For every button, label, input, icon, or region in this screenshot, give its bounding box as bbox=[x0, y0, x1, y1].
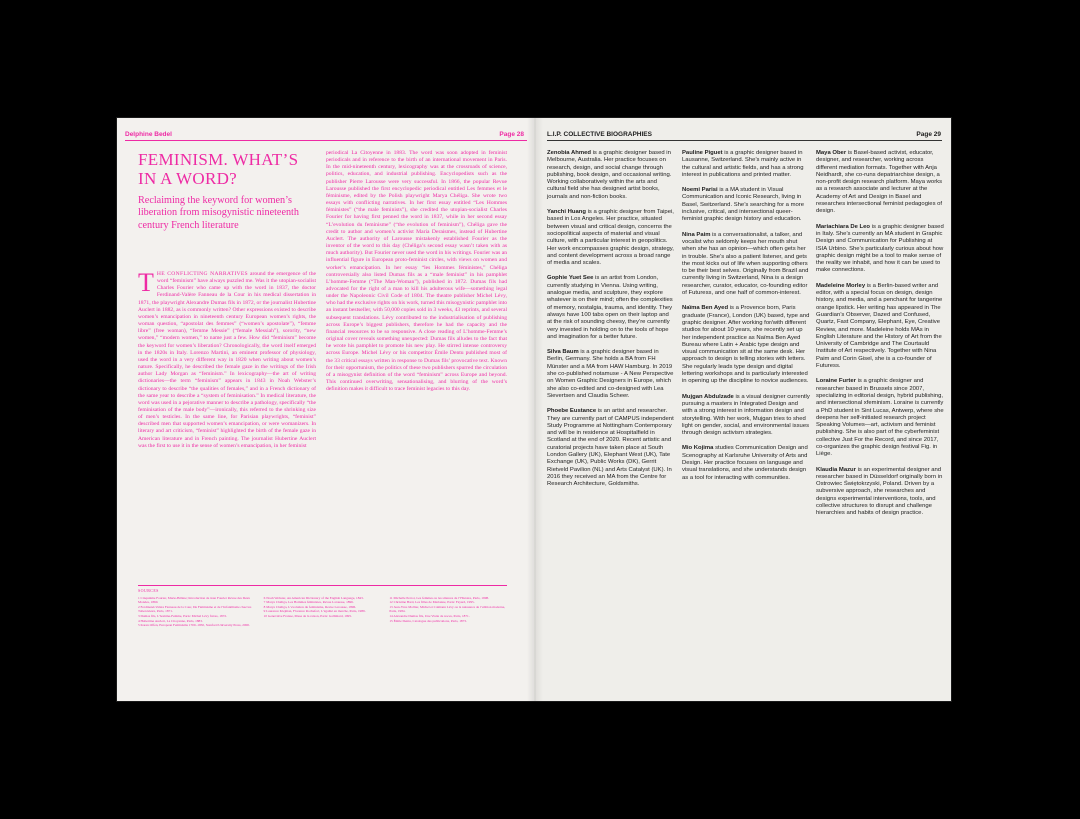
source-item: 8 Marya Chéliga, L’evolution du feminisme, Revue Larousse, 1896. bbox=[263, 604, 357, 609]
source-item: 15 Émile Dentu, Catalogue des publications, Paris, 1873. bbox=[389, 618, 467, 623]
bio-text: is a Provence born, Paris graduate (France), London (UK) based, type and graphic designer. After working for/with different studios for about 10 years, she recently set up her independent practice as Naïma Ben Ayed Bureau where Latin + Arabic type design and visual communication sit at the same desk. Her approach to design is telling stories with letters. She regularly leads type design and digital lettering workshops and is particularly interested in opening up the discipline to novice audiences. bbox=[682, 305, 810, 385]
bio-name: Naïma Ben Ayed bbox=[682, 305, 729, 312]
bio-name: Nina Paim bbox=[682, 231, 711, 238]
bio-name: Mujgan Abdulzade bbox=[682, 393, 734, 400]
bio-text: is a graphic designer based in Berlin, Germany. She holds a BA from FH Münster and a MA from HAW Hamburg. In 2019 she co-published notamuse - A New Perspective on Women Graphic Designers in Europe, which she also co-edited and co-designed with Lea Sievertsen and Claudia Scheer. bbox=[547, 349, 674, 399]
bio-column-1 bbox=[547, 150, 675, 496]
source-item: 11 Michelle Perrot, Les femmes ou les silences de l’Histoire, Paris, 1998. bbox=[389, 595, 489, 600]
bio-name: Phoebe Eustance bbox=[547, 408, 597, 415]
bio-entry bbox=[547, 209, 675, 267]
biographies-header: L.I.P. COLLECTIVE BIOGRAPHIES bbox=[547, 131, 652, 138]
article-title: FEMINISM. WHAT’S IN A WORD? bbox=[138, 150, 299, 188]
bio-entry bbox=[682, 187, 810, 223]
article-column-2: periodical La Citoyenne in 1883. The word was soon adopted in feminist periodicals and in reference to the birth of an international movement in Paris. In the mid-nineteenth century, lexicography was at the crossroads of science, politics, education, and industrial publishing. Encyclopedists such as the publisher Pierre Larousse were very successful. In 1866, the popular Revue Larousse published the first encyclopedic periodical entitled Les femmes et le féminisme, edited by the Polish playwright Marya Chéliga. She wrote two essays with conflicting narratives. In her first essay entitled “Les Hommes féministes” (“the male feminists”), she credited the utopian-socialist Charles Fourier for having first penned the word in 1837, while in her second essay “L’evolution du feminisme” (“the evolution of feminism”), Chéliga gave the credit to author and women’s activist Maria Deraismes, instead of Hubertine Auclert. The authority of Larousse mistakenly established Fourier as the inventor of the word to this day (Chéliga’s second essay wasn’t taken with as much authority). But Fourier never used the word in his writings. Fourier was an influential figure in European proto-feminist circles, with views on women and worker’s emancipation. In her essay “les Hommes féministes,” Chéliga controversially also listed Dumas fils as a “male feminist” in his pamphlet L’homme-Femme (“The Man-Woman”), published in 1872. Dumas fils had advocated for the right of a man to kill his adulterous wife—something legal under the Napoleonic Civil Code of 1804. The theatre publisher Michel Lévy, who had the exclusive rights on his work, turned this misogynistic pamphlet into an instant bestseller, with 50,000 copies sold in 3 weeks, 43 reprints, and several subsequent translations. Lévy contributed to the industrialisation of publishing across Europe’s biggest publishers, therefore he had the capacity and the financial resources to be so responsive. A close reading of L’homme-Femme’s original cover reveals something unexpected: Dumas fils alludes to the fact that he wrote his pamphlet to promote his new play. He stirred intense controversy across Europe. Michel Lévy or his competitor Émile Dentu published most of the 33 critical essays written in response to Dumas fils’ provocative text. Known for their opportunism, the politics of these two publishers spurred the circulation of a misogynist definition of the word “feminism” across Europe and beyond. This continued overwriting, sensationalising, and blurring of the word’s definition makes it difficult to trace feminist legacies to this day. bbox=[326, 150, 507, 393]
bio-text: is a graphic designer from Taipei, based in Los Angeles. Her practice, situated between visual and critical design, concerns the sociopolitical aspects of material and visual culture, with a particular interest in geopolitics. Her work encompasses graphic design, strategy, and content development across a broad range of media and scales. bbox=[547, 209, 674, 267]
bio-entry bbox=[816, 150, 944, 216]
source-item: 2 Ferdinand-Valère Fanneau de la Cour, Du Féminisme et de l’Infantilisme chez les Tuberculeux, Paris, 1871. bbox=[138, 604, 252, 614]
source-item: 12 Christine Bard, Les filles de Marianne, Paris: Fayard, 1995. bbox=[389, 600, 475, 605]
bio-text: is a graphic designer based in Italy. She’s currently an MA student in Graphic Design and Communication for Publishing at ISIA Urbino. She’s particularly curious about how graphic design might be a tool to make sense of the reality we inhabit, and how it can be used to make connections. bbox=[816, 223, 944, 274]
magazine-spread bbox=[117, 118, 951, 701]
source-item: 14 Alexandre Dumas fils, Une Visite de noces, Paris, 1871. bbox=[389, 613, 470, 618]
bio-text: is a conversationalist, a talker, and vocalist who seldomly keeps her mouth shut when she has an opinion—which often gets her in trouble. She’s also a patient listener, and gets the most kicks out of life when supporting others to be their best selves. Originally from Brazil and currently living in Switzerland, Nina is a design researcher, curator, educator, co-founding editor of Futuress, and one half of common-interest. bbox=[682, 231, 809, 297]
bio-name: Madeleine Morley bbox=[816, 282, 866, 289]
drop-cap: T bbox=[138, 271, 154, 297]
sources-columns bbox=[138, 596, 507, 628]
bio-column-3 bbox=[816, 150, 944, 526]
sources-column-1 bbox=[138, 596, 256, 628]
source-item: 1 Cinquième Fourier, Marie-Hélène; Introduction de Jean Fourier Revue des Deux Mondes, 1860. bbox=[138, 595, 251, 605]
article-column-1 bbox=[138, 271, 316, 579]
bio-entry bbox=[547, 408, 675, 488]
source-item: 4 Hubertine Auclert, La Citoyenne, Paris, 1883. bbox=[138, 618, 203, 623]
header-rule bbox=[125, 140, 527, 141]
article-subtitle: Reclaiming the keyword for women’s liberation from misogynistic nineteenth century French literature bbox=[138, 195, 299, 231]
sources-column-2 bbox=[264, 596, 382, 628]
bio-text: is Basel-based activist, educator, designer, and researcher, working across different mediation formats. Together with Anja Neidhardt, she co-runs depatriarchise design, a non-profit design research platform. Maya works as a research associate and lecturer at the Academy of Art and Design in Basel and researches intersectional feminist pedagogies of design. bbox=[816, 150, 943, 215]
bio-name: Noemi Parisi bbox=[682, 187, 718, 194]
right-page-number: Page 29 bbox=[916, 131, 941, 138]
lead-in: HE CONFLICTING NARRATIVES bbox=[156, 271, 248, 277]
bio-entry bbox=[816, 224, 944, 275]
bio-text: is an artist and researcher. They are currently part of CAMPUS independent Study Programme at Nottingham Contemporary and will be in residence at Hospitalfield in Scotland at the end of 2020. Recent artistic and curatorial projects have taken place at South London Gallery (UK), Elephant West (UK), Tate Exchange (UK), Public Works (DK), Gerrit Rietveld Pavilion (NL) and Arts Catalyst (UK). In 2016 they received an MA from the Centre for Research Architecture, Goldsmiths. bbox=[547, 408, 674, 488]
header-rule bbox=[547, 140, 942, 141]
bio-entry bbox=[547, 349, 675, 400]
bio-name: Mariachiara De Leo bbox=[816, 223, 871, 230]
bio-text: is a graphic designer based in Lausanne, Switzerland. She’s mainly active in the cultural and artistic fields, and has a strong interest in publications and printed matter. bbox=[682, 150, 804, 178]
bio-text: is a graphic designer based in Melbourne, Australia. Her practice focuses on research, design, and social change through publishing, book design, and occasional writing. Working collaboratively within the arts and cultural field she has designed artist books, journals and non-fiction books. bbox=[547, 150, 672, 200]
bio-text: is a visual designer currently pursuing a masters in Integrated Design and with a strong interest in information design and storytelling. With her work, Mujgan tries to shed light on gender, social, and environmental issues through design activism strategies. bbox=[682, 393, 810, 437]
bio-entry bbox=[682, 394, 810, 438]
bio-entry bbox=[682, 232, 810, 298]
sources-label: SOURCES bbox=[138, 588, 159, 593]
source-item: 13 Jean-Yves Mollier, Michel et Calmann Lévy ou la naissance de l’édition moderne, Paris, 1984. bbox=[389, 604, 506, 614]
bio-text: is a Berlin-based writer and editor, with a special focus on design, design history, and media, and a penchant for tangerine orange lipstick. Her writing has appeared in The Guardian’s Observer, Dazed and Confused, Quartz, Fast Company, Elephant, Eye, Creative Review, and more. Madeleine holds MAs in English Literature and the History of Art from the University of Cambridge and The Courtauld Institute of Art respectively. Together with Nina Paim and Corin Gisel, she is a co-founder of Futuress. bbox=[816, 282, 943, 370]
bio-name: Maya Ober bbox=[816, 150, 847, 156]
source-item: 9 Laurence Klejman, Florence Rochefort, L’égalité en marche, Paris, 1989. bbox=[263, 609, 366, 614]
bio-text: is an artist from London, currently studying in Vienna. Using writing, analogue media, and sculpture, they explore whatever is on their mind; often the complexities of memory, nostalgia, trauma, and identity. They always have 100 tabs open on their laptop and at the risk of sounding cheesy, they’re currently very invested in holding on to the tools of hope and imagination for a better future. bbox=[547, 275, 673, 340]
bio-text: is a graphic designer and researcher based in Brussels since 2007, specializing in editorial design, hybrid publishing, and intersectional xfeminism. Loraine is currently a PhD student in Sint Lucas, Antwerp, where she deepens her self-initiated research project Speaking Volumes—art, activism and feminist publishing. She is also part of the cyberfeminist collective Just For the Record, and since 2017, co-organizes the graphic design festival Fig. in Liège. bbox=[816, 378, 944, 458]
bio-entry bbox=[682, 445, 810, 481]
bio-entry bbox=[682, 150, 810, 179]
bio-entry bbox=[547, 150, 675, 201]
bio-text: studies Communication Design and Scenography at Karlsruhe University of Arts and Design. Her practice focuses on language and visual translations, and she understands design as a tool for interacting with communities. bbox=[682, 445, 808, 481]
bio-name: Yanchi Huang bbox=[547, 209, 586, 216]
bio-name: Silva Baum bbox=[547, 349, 579, 356]
right-page bbox=[534, 118, 951, 701]
bio-name: Zenobia Ahmed bbox=[547, 150, 591, 156]
bio-entry bbox=[816, 378, 944, 458]
source-item: 7 Marya Chéliga, Les Hommes féministes, Revue Larousse, 1896. bbox=[263, 600, 354, 605]
sources-section bbox=[138, 589, 507, 628]
left-page bbox=[117, 118, 534, 701]
bio-name: Mio Kojima bbox=[682, 445, 714, 452]
bio-entry bbox=[816, 283, 944, 371]
bio-text: is a MA student in Visual Communication and Iconic Research, living in Basel, Switzerland. She’s searching for a more inclusive, critical, and intersectional queer-feminist graphic design history and education. bbox=[682, 187, 805, 223]
sources-column-3 bbox=[389, 596, 507, 628]
source-item: 3 Dumas fils, L’homme-Femme, Paris: Michel Lévy frères, 1872. bbox=[138, 613, 227, 618]
bio-entry bbox=[816, 467, 944, 518]
source-item: 5 Karen Offen, European Feminisms 1700–1950, Stanford University Press, 2000. bbox=[138, 623, 250, 628]
bio-text: is an experimental designer and researcher based in Düsseldorf originally born in Ostrowiec Świętokrzyski, Poland. Driven by a subversive approach, she researches and designs experimental interventions, tools, and collective structures to disrupt and challenge hierarchies and habits of design practice. bbox=[816, 466, 943, 517]
bio-entry bbox=[682, 305, 810, 385]
bio-entry bbox=[547, 275, 675, 341]
source-item: 10 Geneviève Fraisse, Muse de la raison, Paris: Gallimard, 1995. bbox=[263, 613, 352, 618]
source-item: 6 Noah Webster, An American Dictionary of the English Language, 1843. bbox=[263, 595, 364, 600]
bio-name: Klaudia Mazur bbox=[816, 466, 856, 473]
bio-name: Pauline Piguet bbox=[682, 150, 723, 156]
bio-name: Gophie Yuet See bbox=[547, 275, 594, 282]
author-name: Delphine Bedel bbox=[125, 131, 172, 138]
bio-column-2 bbox=[682, 150, 810, 490]
bio-name: Loraine Furter bbox=[816, 378, 856, 385]
column-1-text: around the emergence of the word “feminism” have always puzzled me. Was it the utopian-socialist Charles Fourier who came up with the word in 1837, the doctor Ferdinand-Valère Fanneau de la Cour in his medical dissertation in 1871, the playwright Alexandre Dumas fils in 1872, or the journalist Hubertine Auclert in 1882, as is commonly written? Other expressions existed to describe women’s emancipation in nineteenth century European women’s rights, the woman question, “apostolat des femmes” (“women’s apostolate”), “femme libre” (free woman), “femme Messie” (“female Messiah”), sorority, “new women,” “modern women,” to name just a few. How did “feminism” become the keyword for women’s liberation? Chronologically, the word itself emerged in the 1820s in Italy. Lorenzo Martini, an eminent professor of physiology, used the word in a very different way in 1820 when writing about women’s nature. Specifically, he described the female gaze in the writings of the Irish author Lady Morgan as “feminism.” In lexicography—the art of writing dictionaries—the term “feminism” appears in 1843 in Noah Webster’s dictionary to describe “the qualities of females,” and in a French dictionary of the same year to describe a “system of feminisation.” In medical literature, the word was used in a pejorative manner to describe a pathology, specifically “the feminisation of the male body”—ironically, this referred to the shrinking size of men’s testicles. In the same line, for Parisian playwrights, “feminist” described men that supported women’s emancipation, or were womanizers. In literary and art criticism, “feminist” highlighted the birth of the female gaze in American literature and in French painting. The journalist Hubertine Auclert was the first to use it in the sense of women’s emancipation, in her feminist bbox=[138, 271, 316, 449]
left-page-number: Page 28 bbox=[499, 131, 524, 138]
sources-rule bbox=[138, 585, 507, 586]
